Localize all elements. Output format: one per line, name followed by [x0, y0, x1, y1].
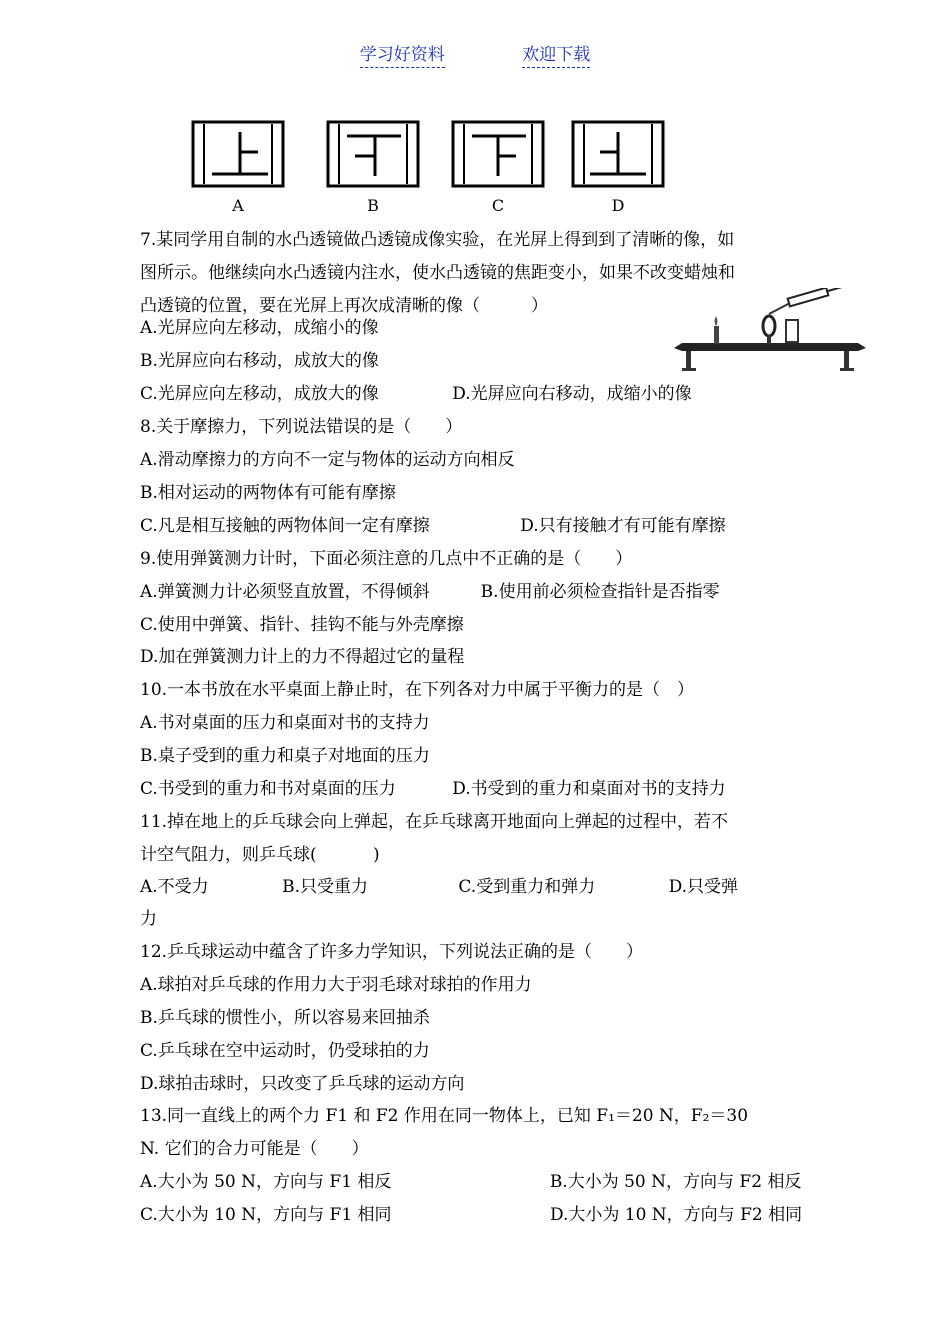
q12-stem: 12.乒乓球运动中蕴含了许多力学知识，下列说法正确的是（ ）: [140, 942, 644, 962]
figure-d-image: [570, 118, 670, 190]
q11-line-1: 11.掉在地上的乒乓球会向上弹起，在乒乓球离开地面向上弹起的过程中，若不: [140, 812, 729, 832]
page-header: [0, 40, 950, 65]
q8-option-a: A.滑动摩擦力的方向不一定与物体的运动方向相反: [140, 450, 515, 470]
image-options-figure: [180, 118, 680, 218]
q7-option-a: A.光屏应向左移动，成缩小的像: [140, 318, 379, 338]
q10-option-c-d: C.书受到的重力和书对桌面的压力 D.书受到的重力和桌面对书的支持力: [140, 779, 726, 799]
q13-line-2: N. 它们的合力可能是（ ）: [140, 1139, 369, 1159]
q12-option-b: B.乒乓球的惯性小，所以容易来回抽杀: [140, 1008, 430, 1028]
q9-option-c: C.使用中弹簧、指针、挂钩不能与外壳摩擦: [140, 615, 464, 635]
figure-b-label: B: [367, 196, 379, 215]
q10-option-a: A.书对桌面的压力和桌面对书的支持力: [140, 713, 430, 733]
q7-line-3: 凸透镜的位置，要在光屏上再次成清晰的像（ ）: [140, 296, 548, 316]
optical-bench-figure: [672, 288, 872, 380]
figure-d-label: D: [611, 196, 625, 215]
q13-line-1: 13.同一直线上的两个力 F1 和 F2 作用在同一物体上，已知 F₁＝20 N，F₂＝30: [140, 1106, 749, 1126]
q13-option-a-b: A.大小为 50 N，方向与 F1 相反 B.大小为 50 N，方向与 F2 相反: [140, 1172, 802, 1192]
q9-option-d: D.加在弹簧测力计上的力不得超过它的量程: [140, 647, 465, 667]
q7-option-b: B.光屏应向右移动，成放大的像: [140, 351, 379, 371]
figure-a-label: A: [232, 196, 244, 215]
q10-option-b: B.桌子受到的重力和桌子对地面的压力: [140, 746, 430, 766]
q13-option-c-d: C.大小为 10 N，方向与 F1 相同 D.大小为 10 N，方向与 F2 相同: [140, 1205, 803, 1225]
q12-option-c: C.乒乓球在空中运动时，仍受球拍的力: [140, 1041, 430, 1061]
q7-line-1: 7.某同学用自制的水凸透镜做凸透镜成像实验，在光屏上得到到了清晰的像，如: [140, 230, 735, 250]
q8-stem: 8.关于摩擦力，下列说法错误的是（ ）: [140, 417, 463, 437]
q7-option-c-d: C.光屏应向左移动，成放大的像 D.光屏应向右移动，成缩小的像: [140, 384, 692, 404]
header-left: 学习好资料: [360, 45, 445, 68]
q11-line-2: 计空气阻力，则乒乓球( ): [140, 845, 380, 865]
q8-option-b: B.相对运动的两物体有可能有摩擦: [140, 483, 396, 503]
q11-options: A.不受力 B.只受重力 C.受到重力和弹力 D.只受弹: [140, 877, 739, 897]
q8-option-c-d: C.凡是相互接触的两物体间一定有摩擦 D.只有接触才有可能有摩擦: [140, 516, 726, 536]
q9-option-a-b: A.弹簧测力计必须竖直放置，不得倾斜 B.使用前必须检查指针是否指零: [140, 582, 720, 602]
header-right: 欢迎下载: [522, 45, 590, 68]
q12-option-d: D.球拍击球时，只改变了乒乓球的运动方向: [140, 1074, 465, 1094]
figure-c-label: C: [491, 196, 505, 215]
q10-stem: 10.一本书放在水平桌面上静止时，在下列各对力中属于平衡力的是（ ）: [140, 680, 695, 700]
figure-b-image: [325, 118, 425, 190]
figure-c-image: [450, 118, 550, 190]
figure-a-image: [190, 118, 290, 190]
q9-stem: 9.使用弹簧测力计时，下面必须注意的几点中不正确的是（ ）: [140, 549, 633, 569]
q11-options-wrap: 力: [140, 909, 157, 929]
q12-option-a: A.球拍对乒乓球的作用力大于羽毛球对球拍的作用力: [140, 975, 532, 995]
q7-line-2: 图所示。他继续向水凸透镜内注水，使水凸透镜的焦距变小，如果不改变蜡烛和: [140, 263, 735, 283]
